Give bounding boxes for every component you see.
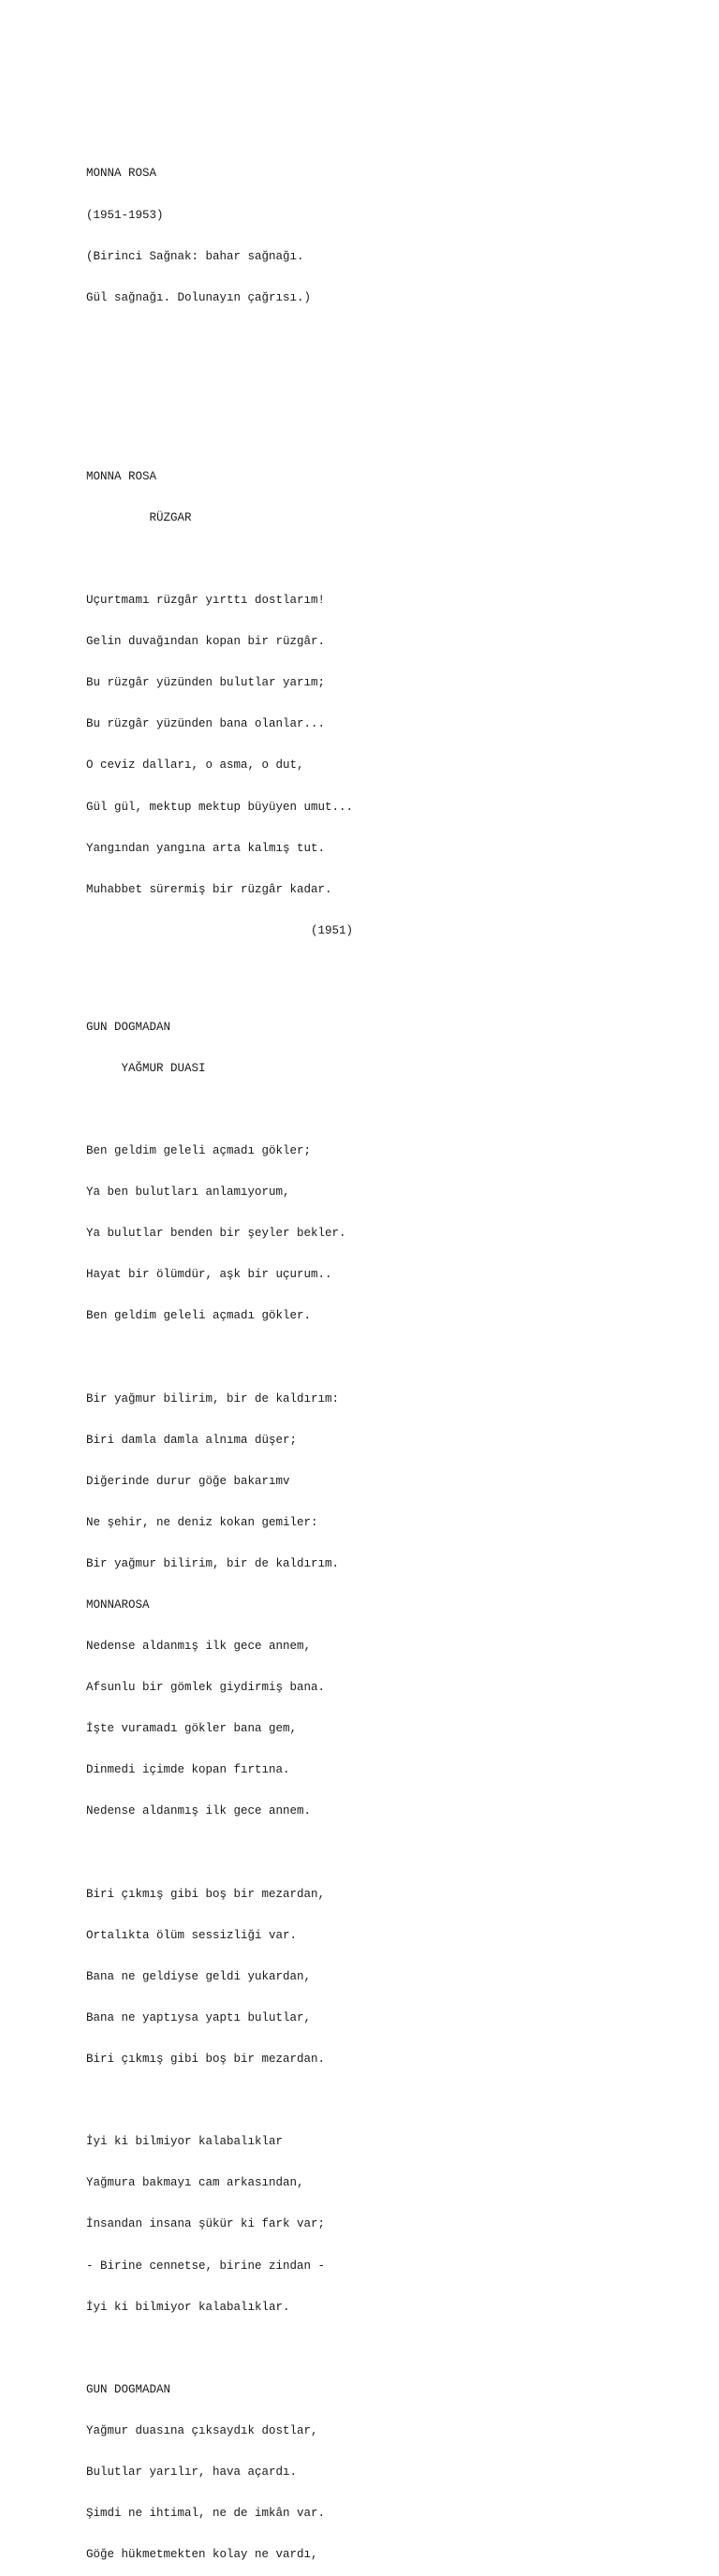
poem-line: Biri çıkmış gibi boş bir mezardan. [86,2053,326,2067]
poem-line: Muhabbet sürermiş bir rüzgâr kadar. [86,882,332,896]
intro-years: (1951-1953) [86,208,164,222]
poem-line: Nedense aldanmış ilk gece annem, [86,1640,312,1654]
poem-heading: GUN DOGMADAN [86,1020,171,1034]
poem-year: (1951) [86,923,354,937]
poem-line: Bulutlar yarılır, hava açardı. [86,2465,298,2479]
poem-line: Bu rüzgâr yüzünden bulutlar yarım; [86,676,326,690]
poem-line: Biri damla damla alnıma düşer; [86,1433,298,1447]
poem-heading: MONNA ROSA [86,469,157,483]
poem-line: İşte vuramadı gökler bana gem, [86,1722,298,1736]
poem-line: Ben geldim geleli açmadı gökler; [86,1143,312,1157]
poem-line: Ortalıkta ölüm sessizliği var. [86,1928,298,1942]
poem-line: Gül gül, mektup mektup büyüyen umut... [86,800,354,814]
poem-line: Diğerinde durur göğe bakarımv [86,1474,290,1488]
poem-line: Yangından yangına arta kalmış tut. [86,841,326,855]
poem-line: Gelin duvağından kopan bir rüzgâr. [86,635,326,649]
poem-line: O ceviz dalları, o asma, o dut, [86,758,304,773]
poem-line: Ya bulutlar benden bir şeyler bekler. [86,1227,346,1241]
poem-line: - Birine cennetse, birine zindan - [86,2259,326,2273]
poem-line: Afsunlu bir gömlek giydirmiş bana. [86,1681,326,1695]
poem-heading: GUN DOGMADAN [86,2382,171,2396]
poem-subheading: RÜZGAR [86,510,192,524]
intro-note: Gül sağnağı. Dolunayın çağrısı.) [86,290,312,304]
poem-line: Yağmur duasına çıksaydık dostlar, [86,2423,318,2437]
poem-line: Bana ne geldiyse geldi yukardan, [86,1969,312,1983]
poem-line: Uçurtmamı rüzgâr yırttı dostlarım! [86,594,326,608]
poem-line: Şimdi ne ihtimal, ne de imkân var. [86,2507,326,2521]
poem-line: Yağmura bakmayı cam arkasından, [86,2176,304,2190]
intro-note: (Birinci Sağnak: bahar sağnağı. [86,249,304,263]
poem-line: Bir yağmur bilirim, bir de kaldırım. [86,1556,340,1570]
document-page [86,140,353,2576]
poem-line: Dinmedi içimde kopan fırtına. [86,1763,290,1777]
section-marker: MONNAROSA [86,1598,150,1612]
poem-subheading: YAĞMUR DUASI [86,1061,206,1075]
intro-title: MONNA ROSA [86,167,157,181]
poem-line: İyi ki bilmiyor kalabalıklar. [86,2300,290,2314]
poem-line: Göğe hükmetmekten kolay ne vardı, [86,2548,318,2562]
poem-line: İyi ki bilmiyor kalabalıklar [86,2135,284,2149]
poem-line: Ne şehir, ne deniz kokan gemiler: [86,1515,318,1529]
poem-line: Biri çıkmış gibi boş bir mezardan, [86,1887,326,1901]
poem-line: Ya ben bulutları anlamıyorum, [86,1185,290,1200]
poem-line: Nedense aldanmış ilk gece annem. [86,1804,312,1818]
poem-line: Bu rüzgâr yüzünden bana olanlar... [86,717,326,731]
poem-line: Hayat bir ölümdür, aşk bir uçurum.. [86,1268,332,1282]
poem-line: Bana ne yaptıysa yaptı bulutlar, [86,2010,312,2024]
poem-line: Bir yağmur bilirim, bir de kaldırım: [86,1391,340,1406]
poem-line: İnsandan insana şükür ki fark var; [86,2217,326,2231]
poem-line: Ben geldim geleli açmadı gökler. [86,1309,312,1323]
